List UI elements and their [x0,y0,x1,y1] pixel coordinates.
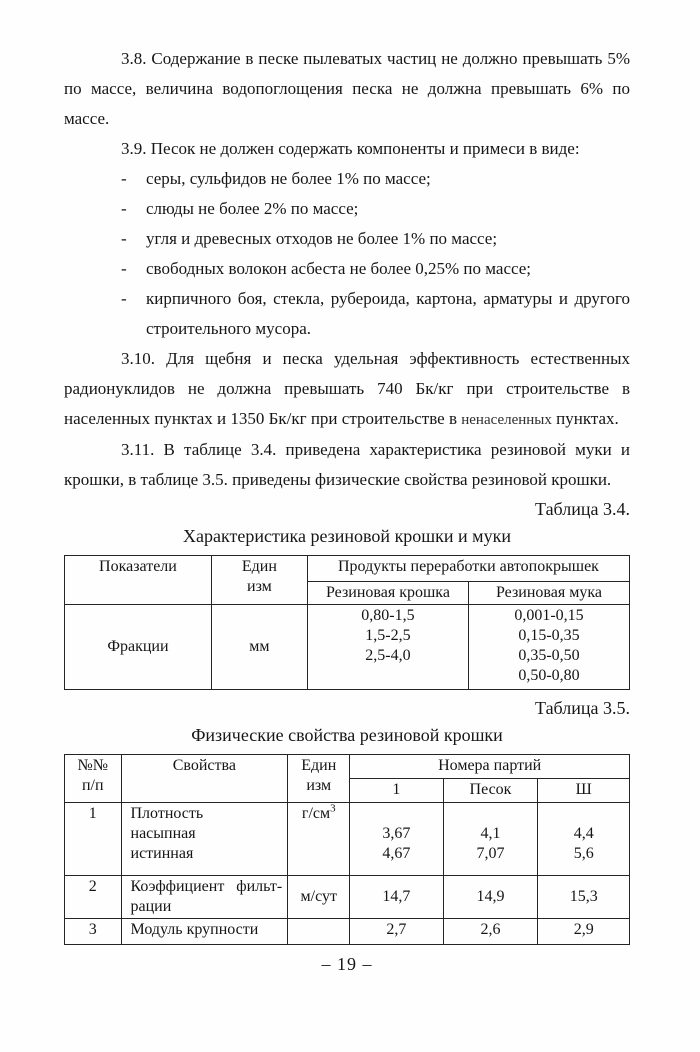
list-item-text: свободных волокон асбеста не более 0,25% по массе; [146,259,532,278]
table-row [65,803,630,876]
dash-bullet: - [121,199,127,218]
header-indicators: Показатели [65,556,212,605]
cell-unit: мм [211,605,307,690]
table-row [65,919,630,945]
cell-crumb-values: 0,80-1,5 1,5-2,5 2,5-4,0 [307,605,468,690]
dash-bullet: - [121,259,127,278]
header-properties: Свойства [121,755,288,803]
cell-row-number: 1 [65,803,122,876]
cell-property: Плотность насыпная истинная [121,803,288,876]
dash-bullet: - [121,229,127,248]
list-item [64,164,630,194]
table-3-5 [64,754,630,945]
dash-bullet: - [121,169,127,188]
cell-value: 4,4 5,6 [538,803,630,876]
header-row-number: №№ п/п [65,755,122,803]
page-content [64,44,630,975]
cell-value: 4,1 7,07 [443,803,538,876]
list-item-text: слюды не более 2% по массе; [146,199,359,218]
table-row [65,556,630,582]
header-rubber-flour: Резиновая мука [468,582,629,605]
cell-row-number: 2 [65,876,122,919]
bullet-list [64,164,630,344]
paragraph-3-11: 3.11. В таблице 3.4. приведена характеристика резиновой муки и крошки, в таблице 3.5. приведены физические свойства резиновой крошки. [64,440,630,489]
cell-value: 15,3 [538,876,630,919]
unit-text: г/см [301,805,331,822]
list-item [64,254,630,284]
page-number: – 19 – [321,954,373,974]
list-item [64,194,630,224]
header-batch-sand: Песок [443,779,538,803]
cell-unit [288,919,350,945]
header-batches-span: Номера партий [350,755,630,779]
table-3-4-caption: Таблица 3.4. [535,499,630,519]
list-item [64,224,630,254]
header-rubber-crumb: Резиновая крошка [307,582,468,605]
cell-value: 2,6 [443,919,538,945]
cell-value: 2,7 [350,919,443,945]
cell-property: Коэффициент фильт- рации [121,876,288,919]
cell-value: 14,9 [443,876,538,919]
cell-unit [288,803,350,876]
header-batch-1: 1 [350,779,443,803]
cell-value: 2,9 [538,919,630,945]
cell-flour-values: 0,001-0,15 0,15-0,35 0,35-0,50 0,50-0,80 [468,605,629,690]
table-3-5-title: Физические свойства резиновой крошки [191,725,503,745]
list-item-text: серы, сульфидов не более 1% по массе; [146,169,431,188]
cell-value: 3,67 4,67 [350,803,443,876]
header-unit: Един изм [211,556,307,605]
unit-superscript: 3 [330,802,336,815]
paragraph-3-10-text: 3.10. Для щебня и песка удельная эффективность естественных радионуклидов не должна превышать 740 Бк/кг при строительстве в населенных пунктах и 1350 Бк/кг при строительстве в [64,349,630,428]
cell-value: 14,7 [350,876,443,919]
paragraph-3-10-tail: пунктах. [556,409,619,428]
cell-property: Модуль крупности [121,919,288,945]
header-unit: Един изм [288,755,350,803]
list-item-text: кирпичного боя, стекла, рубероида, картона, арматуры и другого строительного мусора. [146,289,630,338]
cell-unit: м/сут [288,876,350,919]
table-row [65,755,630,779]
paragraph-3-9-intro: 3.9. Песок не должен содержать компоненты и примеси в виде: [121,139,580,158]
list-item [64,284,630,344]
dash-bullet: - [121,289,127,308]
table-3-4 [64,555,630,690]
paragraph-3-10-inserted-word: ненаселенных [461,412,552,428]
list-item-text: угля и древесных отходов не более 1% по массе; [146,229,498,248]
header-batch-sh: Ш [538,779,630,803]
cell-indicator: Фракции [65,605,212,690]
table-row [65,605,630,690]
cell-row-number: 3 [65,919,122,945]
table-3-5-caption: Таблица 3.5. [535,698,630,718]
paragraph-3-8: 3.8. Содержание в песке пылеватых частиц не должно превышать 5% по массе, величина водопоглощения песка не должна превышать 6% по массе. [64,49,630,128]
table-3-4-title: Характеристика резиновой крошки и муки [183,526,511,546]
paragraph-3-10 [64,344,630,435]
table-row [65,876,630,919]
header-products-span: Продукты переработки автопокрышек [307,556,629,582]
